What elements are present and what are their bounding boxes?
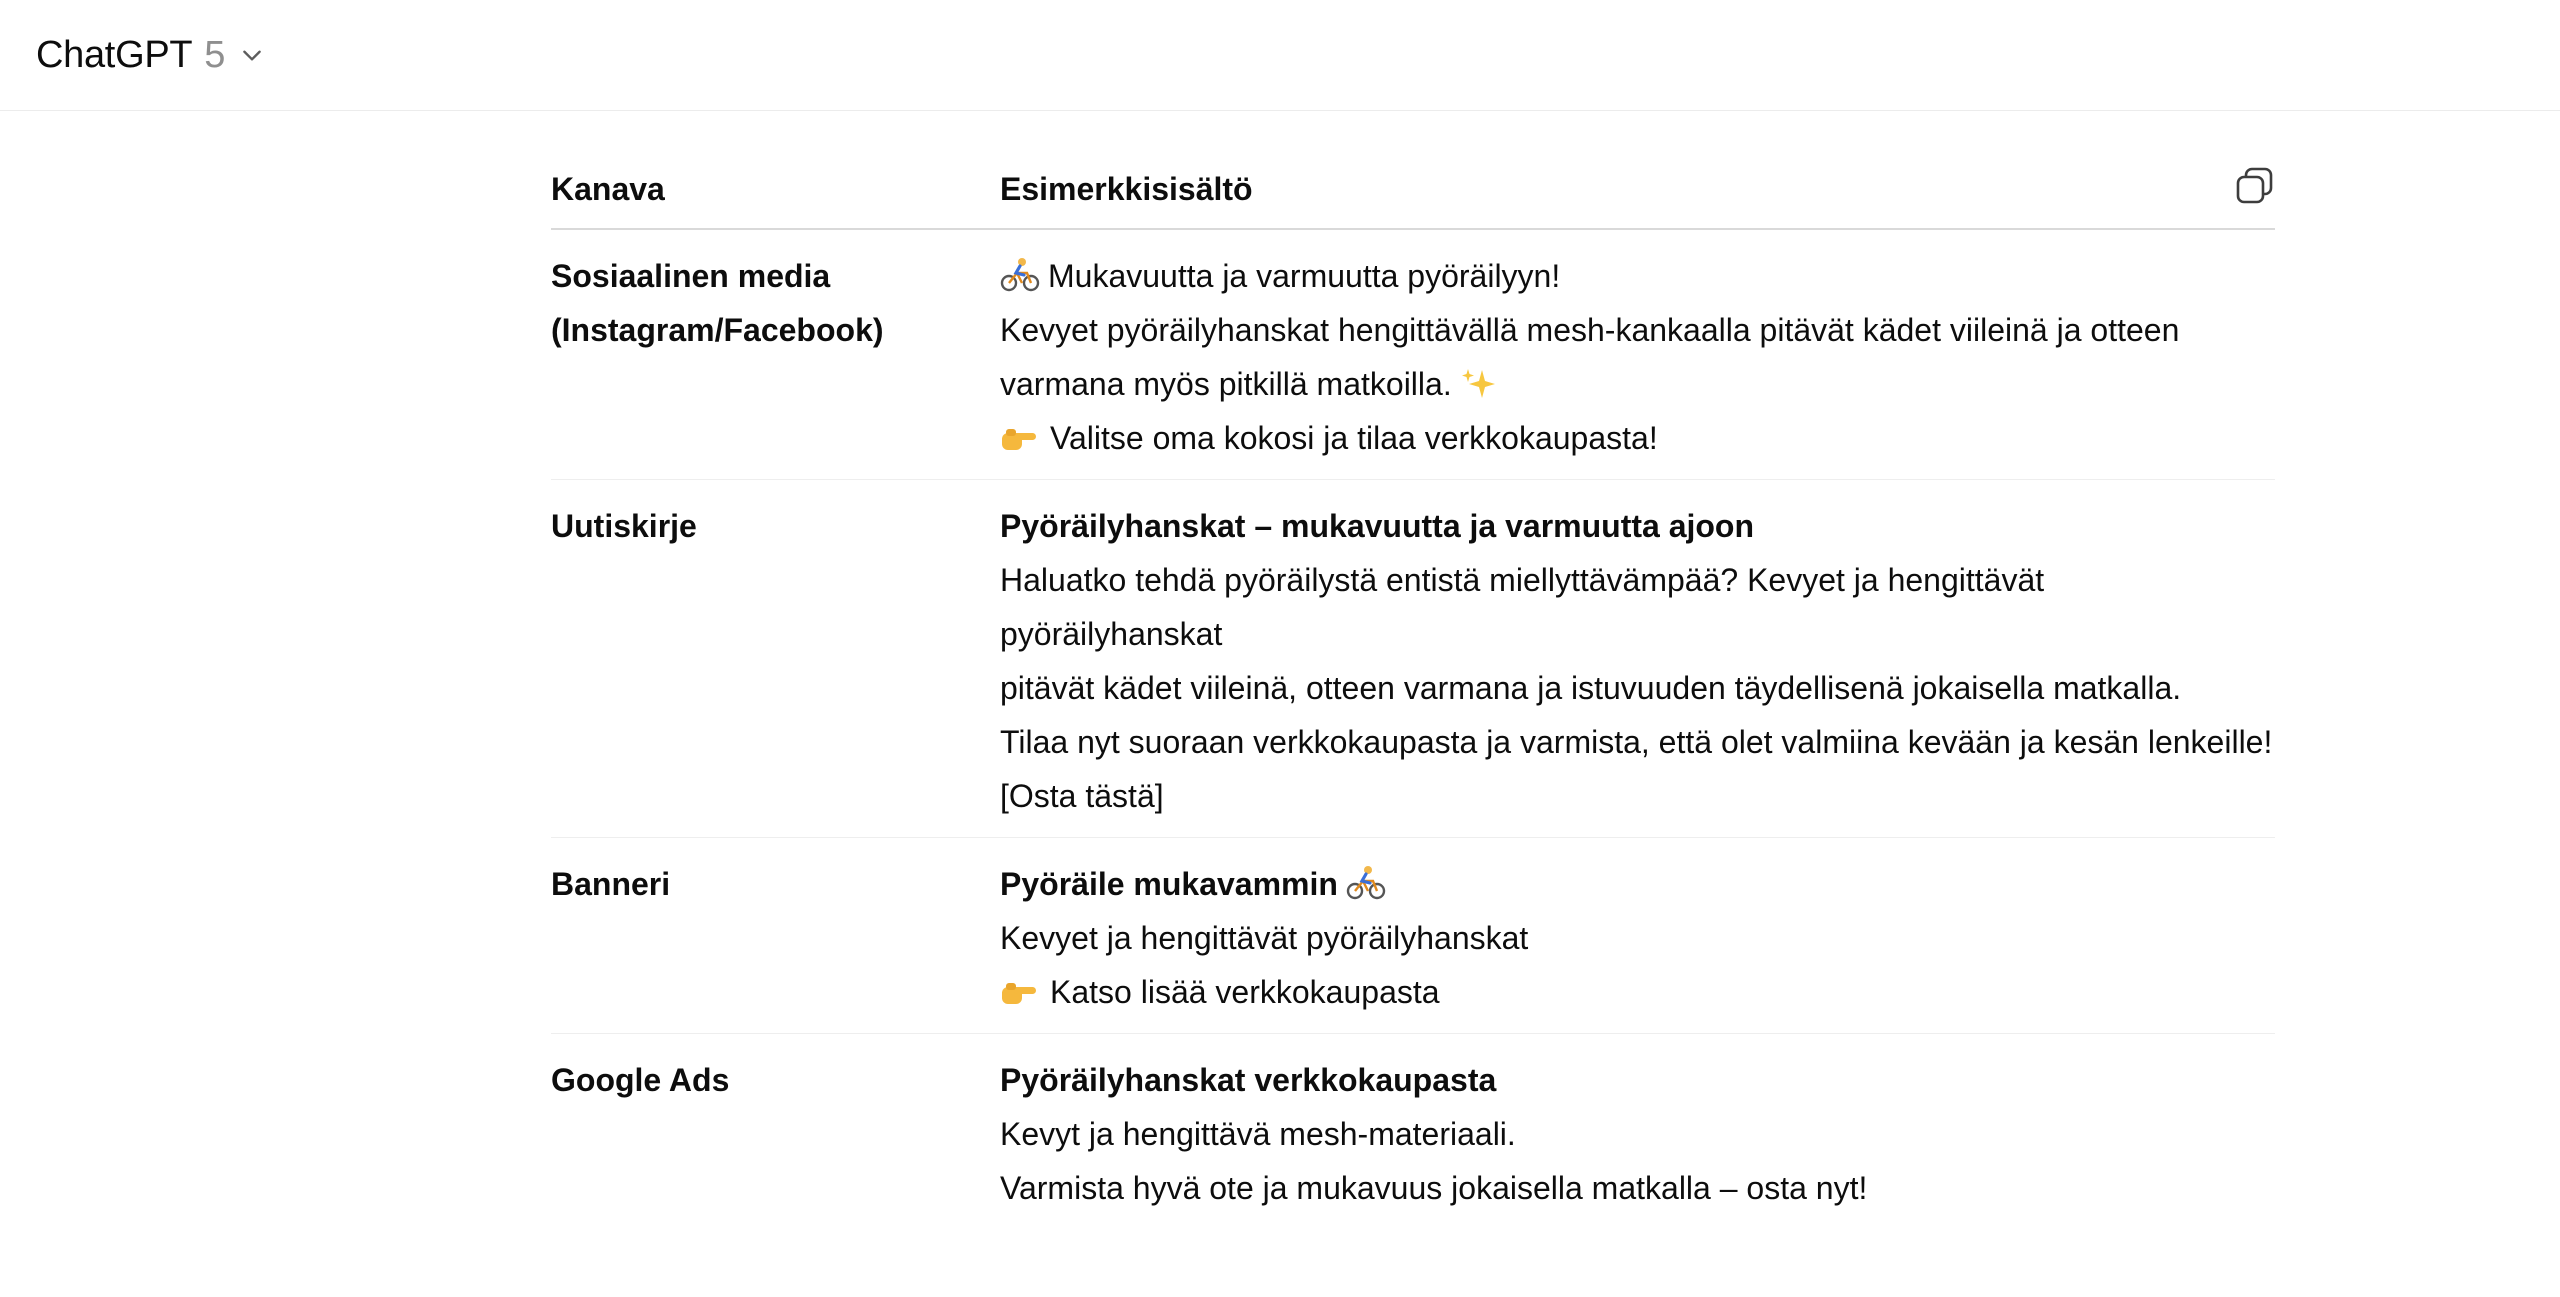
content-heading: Pyöräilyhanskat verkkokaupasta xyxy=(1000,1062,1497,1098)
pointing-hand-icon xyxy=(1000,425,1038,453)
copy-icon[interactable] xyxy=(2235,166,2275,206)
channel-cell xyxy=(551,838,1000,1034)
channel-label: Google Ads xyxy=(551,1062,730,1098)
channel-cell xyxy=(551,480,1000,838)
content-cell xyxy=(1000,229,2275,480)
column-header-content: Esimerkkisisältö xyxy=(1000,150,2275,229)
channel-cell xyxy=(551,229,1000,480)
column-header-channel: Kanava xyxy=(551,150,1000,229)
content-line: pitävät kädet viileinä, otteen varmana ja istuvuuden täydellisenä jokaisella matkalla. xyxy=(1000,670,2182,706)
pointing-hand-icon xyxy=(1000,979,1038,1007)
content-line: [Osta tästä] xyxy=(1000,778,1164,814)
table-header-row xyxy=(551,150,2275,229)
content-line xyxy=(1000,249,2275,303)
content-line: Kevyet pyöräilyhanskat hengittävällä mesh-kankaalla pitävät kädet viileinä ja otteen xyxy=(1000,312,2180,348)
model-switcher-button[interactable] xyxy=(32,28,269,82)
channel-label: Sosiaalinen media xyxy=(551,258,831,294)
table-row xyxy=(551,1034,2275,1230)
table-row xyxy=(551,838,2275,1034)
content-line: Kevyet ja hengittävät pyöräilyhanskat xyxy=(1000,920,1529,956)
content-line xyxy=(1000,357,2275,411)
channel-label: Uutiskirje xyxy=(551,508,697,544)
table-row xyxy=(551,480,2275,838)
content-line: Varmista hyvä ote ja mukavuus jokaisella matkalla – osta nyt! xyxy=(1000,1170,1868,1206)
app-name: ChatGPT xyxy=(36,33,193,76)
content-text: Pyöräile mukavammin xyxy=(1000,866,1338,902)
content-heading xyxy=(1000,857,2275,911)
content-line xyxy=(1000,411,2275,465)
model-version: 5 xyxy=(204,33,226,76)
chevron-down-icon xyxy=(239,42,265,68)
channel-label: Banneri xyxy=(551,866,671,902)
content-cell xyxy=(1000,838,2275,1034)
content-line xyxy=(1000,965,2275,1019)
content-text: Katso lisää verkkokaupasta xyxy=(1050,974,1440,1010)
channel-content-table xyxy=(551,150,2275,1229)
channel-cell xyxy=(551,1034,1000,1230)
content-cell xyxy=(1000,1034,2275,1230)
cyclist-icon xyxy=(1000,257,1040,293)
cyclist-icon xyxy=(1346,865,1386,901)
content-line: Haluatko tehdä pyöräilystä entistä miellyttävämpää? Kevyet ja hengittävät pyöräilyhanskat xyxy=(1000,562,2045,652)
content-text: varmana myös pitkillä matkoilla. xyxy=(1000,366,1452,402)
response-table-container xyxy=(551,150,2275,1229)
content-cell xyxy=(1000,480,2275,838)
content-heading: Pyöräilyhanskat – mukavuutta ja varmuutta ajoon xyxy=(1000,508,1755,544)
content-line: Kevyt ja hengittävä mesh-materiaali. xyxy=(1000,1116,1516,1152)
content-text: Valitse oma kokosi ja tilaa verkkokaupasta! xyxy=(1050,420,1658,456)
content-text: Mukavuutta ja varmuutta pyöräilyyn! xyxy=(1048,258,1561,294)
content-line: Tilaa nyt suoraan verkkokaupasta ja varmista, että olet valmiina kevään ja kesän lenkeille! xyxy=(1000,724,2273,760)
top-bar xyxy=(0,0,2560,111)
table-row xyxy=(551,229,2275,480)
channel-label: (Instagram/Facebook) xyxy=(551,312,884,348)
sparkles-icon xyxy=(1460,367,1498,401)
